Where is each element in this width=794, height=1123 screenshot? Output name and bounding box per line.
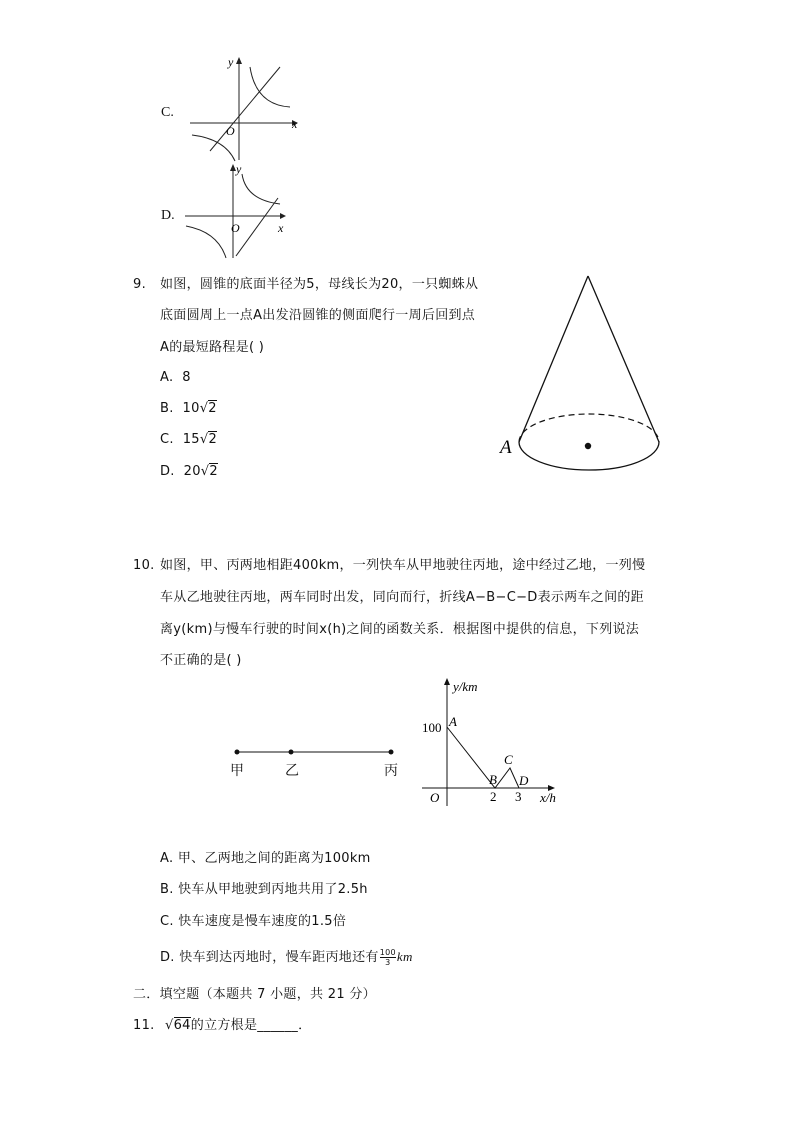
option-letter: D. [161,208,175,223]
sqrt-symbol: √ [199,432,209,447]
q10-line-4: 不正确的是( ) [160,653,242,668]
q8-option-c [160,55,310,165]
cone-base-center [585,443,591,449]
section-heading: 二．填空题（本题共 7 小题，共 21 分） [133,987,376,1002]
q9-option-c[interactable] [160,430,217,450]
option-text: 快车从甲地驶到丙地共用了2.5h [178,882,368,897]
distance-graph [418,676,568,811]
fraction-denominator: 3 [385,958,391,967]
q8-d-graph [180,160,310,260]
place-label-yi: 乙 [285,763,299,779]
sqrt-symbol: √ [199,401,209,416]
option-radicand: 2 [208,401,217,416]
hyperbola-branch-2 [186,226,226,258]
sqrt-symbol: √ [200,464,210,479]
option-value: 10 [182,401,200,416]
y-axis-arrow [444,678,450,685]
x-tick-3: 3 [515,789,522,804]
option-value: 15 [182,432,200,447]
place-dot-yi [289,750,294,755]
hyperbola-branch-2 [192,135,235,161]
option-radicand: 2 [208,432,218,447]
q10-option-a[interactable] [160,849,371,869]
option-text: 快车到达丙地时，慢车距丙地还有 [179,950,379,965]
places-line [228,745,408,759]
axis-label-x: x [278,221,284,235]
x-axis-arrow [280,213,286,219]
axis-label-y: y [236,162,242,176]
option-label: B. [160,401,174,416]
option-value: 20 [183,464,201,479]
point-label-a: A [449,714,457,729]
fraction-numerator: 100 [379,948,396,957]
line-graph [210,67,280,151]
option-label: C. [160,432,174,447]
cone-base-back [519,414,659,442]
place-label-bing: 丙 [384,763,398,779]
q9-line-1: 如图，圆锥的底面半径为5，母线长为20，一只蜘蛛从 [160,277,479,292]
q10-option-d[interactable] [160,947,413,968]
q9-option-a[interactable] [160,368,191,388]
option-label: A. [160,370,174,385]
place-dot-bing [389,750,394,755]
q10-line-2: 车从乙地驶往丙地，两车同时出发，同向而行，折线A−B−C−D表示两车之间的距 [160,590,644,605]
q9-number: 9. [133,277,147,292]
origin-label: O [430,790,440,805]
hyperbola-branch-1 [242,174,280,204]
q10-option-b[interactable] [160,880,368,900]
origin-label: O [226,124,235,138]
option-text: 快车速度是慢车速度的1.5倍 [178,914,347,929]
y-tick-100: 100 [422,720,442,735]
sqrt-symbol: √ [165,1018,174,1033]
q9-line-2: 底面圆周上一点A出发沿圆锥的侧面爬行一周后回到点 [160,308,476,323]
y-axis-label: y/km [453,679,478,694]
option-label: A. [160,851,174,866]
option-value: 8 [182,370,191,385]
q8-option-d [160,160,310,260]
q9-line-3: A的最短路程是( ) [160,340,265,355]
q10-option-c[interactable] [160,912,346,932]
q10-line-1: 如图，甲、丙两地相距400km，一列快车从甲地驶往丙地，途中经过乙地，一列慢 [160,558,646,573]
option-radicand: 2 [209,464,218,479]
cone-figure [495,272,675,482]
option-text: 甲、乙两地之间的距离为100km [177,851,371,866]
point-label-d: D [519,773,529,788]
hyperbola-branch-1 [250,67,290,107]
option-label: D. [160,950,175,965]
q9-option-b[interactable] [160,399,217,419]
axis-label-x: x [292,117,298,131]
place-dot-jia [235,750,240,755]
x-axis-label: x/h [540,790,556,805]
unit: km [396,949,413,964]
point-label-c: C [504,752,513,767]
option-label: B. [160,882,174,897]
q11-text: 的立方根是______． [190,1018,312,1033]
q10-number: 10. [133,558,155,573]
q11 [133,1016,311,1036]
q9-option-d[interactable] [160,462,218,482]
x-tick-2: 2 [490,789,497,804]
places-diagram [228,745,408,785]
q8-c-graph [180,55,310,165]
q11-number: 11. [133,1018,155,1033]
origin-label: O [231,221,240,235]
point-label-a: A [500,437,512,458]
q10-line-3: 离y(km)与慢车行驶的时间x(h)之间的函数关系．根据图中提供的信息，下列说法 [160,622,640,637]
place-label-jia: 甲 [230,763,244,779]
fraction [380,948,396,967]
option-label: D. [160,464,175,479]
y-axis-arrow [236,57,242,64]
axis-label-y: y [228,55,234,69]
line-graph [236,198,278,256]
cone-slant-left [519,276,588,442]
option-letter: C. [161,105,174,120]
q11-radicand: 64 [173,1018,191,1033]
option-label: C. [160,914,174,929]
point-label-b: B [489,772,497,787]
